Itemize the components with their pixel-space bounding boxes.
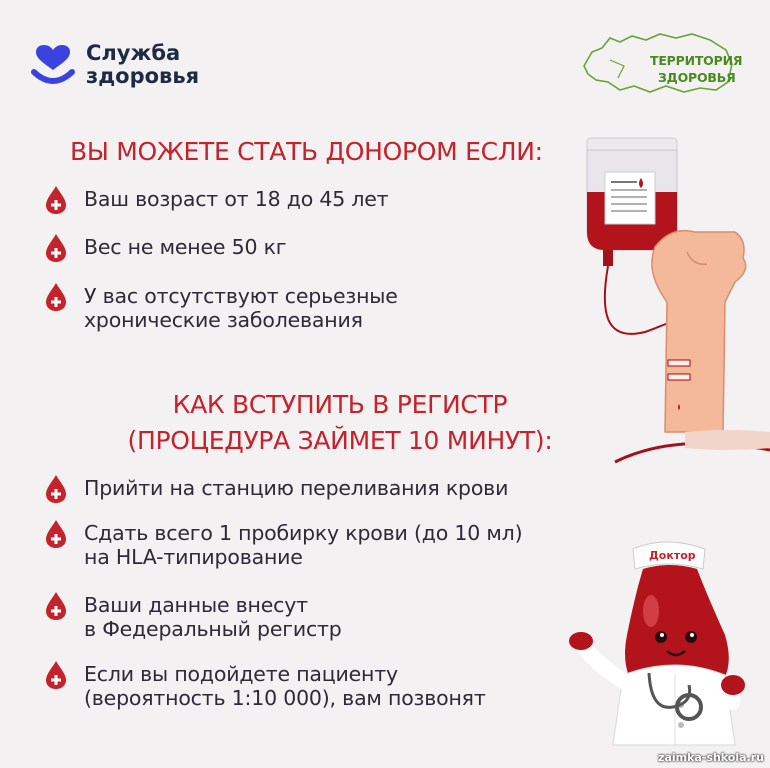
requirement-item [44,235,286,263]
logo-line2: здоровья [86,64,200,88]
blood-drop-plus-icon [44,660,68,690]
blood-bag-arm-illustration [575,132,770,477]
item-text-line2: хронические заболевания [84,308,363,332]
requirement-item [44,187,388,215]
service-logo [28,40,228,96]
item-text-line2: на HLA-типирование [84,545,303,569]
blood-drop-plus-icon [44,233,68,263]
item-text: Ваш возраст от 18 до 45 лет [84,187,389,211]
item-text-line1: У вас отсутствуют серьезные [84,284,398,308]
doctor-blood-drop-mascot [565,535,755,755]
partner-text [650,52,742,86]
step-item [44,662,486,710]
partner-logo [580,30,743,96]
partner-line2: ЗДОРОВЬЯ [658,70,736,85]
item-text-line2: (вероятность 1:10 000), вам позвонят [84,686,486,710]
item-text: Прийти на станцию переливания крови [84,476,509,500]
partner-line1: ТЕРРИТОРИЯ [650,53,743,68]
item-text: Вес не менее 50 кг [84,235,287,259]
section2-title-line1: КАК ВСТУПИТЬ В РЕГИСТР [172,390,508,419]
item-text-line2: в Федеральный регистр [84,617,342,641]
item-text-line1: Сдать всего 1 пробирку крови (до 10 мл) [84,521,523,545]
item-text-line1: Если вы подойдете пациенту [84,662,398,686]
blood-drop-plus-icon [44,591,68,621]
heart-logo-icon [28,44,78,88]
step-item [44,521,522,569]
blood-drop-plus-icon [44,519,68,549]
section1-title: ВЫ МОЖЕТЕ СТАТЬ ДОНОРОМ ЕСЛИ: [70,137,543,166]
step-item [44,476,508,504]
logo-line1: Служба [86,41,181,65]
watermark: zaimka-shkola.ru [658,751,764,764]
blood-drop-plus-icon [44,282,68,312]
mascot-cap-label: Доктор [649,549,696,562]
item-text-line1: Ваши данные внесут [84,593,308,617]
blood-drop-plus-icon [44,185,68,215]
requirement-item [44,284,398,332]
blood-drop-plus-icon [44,474,68,504]
step-item [44,593,342,641]
section2-title-line2: (ПРОЦЕДУРА ЗАЙМЕТ 10 МИНУТ): [127,426,553,455]
logo-text [86,42,199,88]
